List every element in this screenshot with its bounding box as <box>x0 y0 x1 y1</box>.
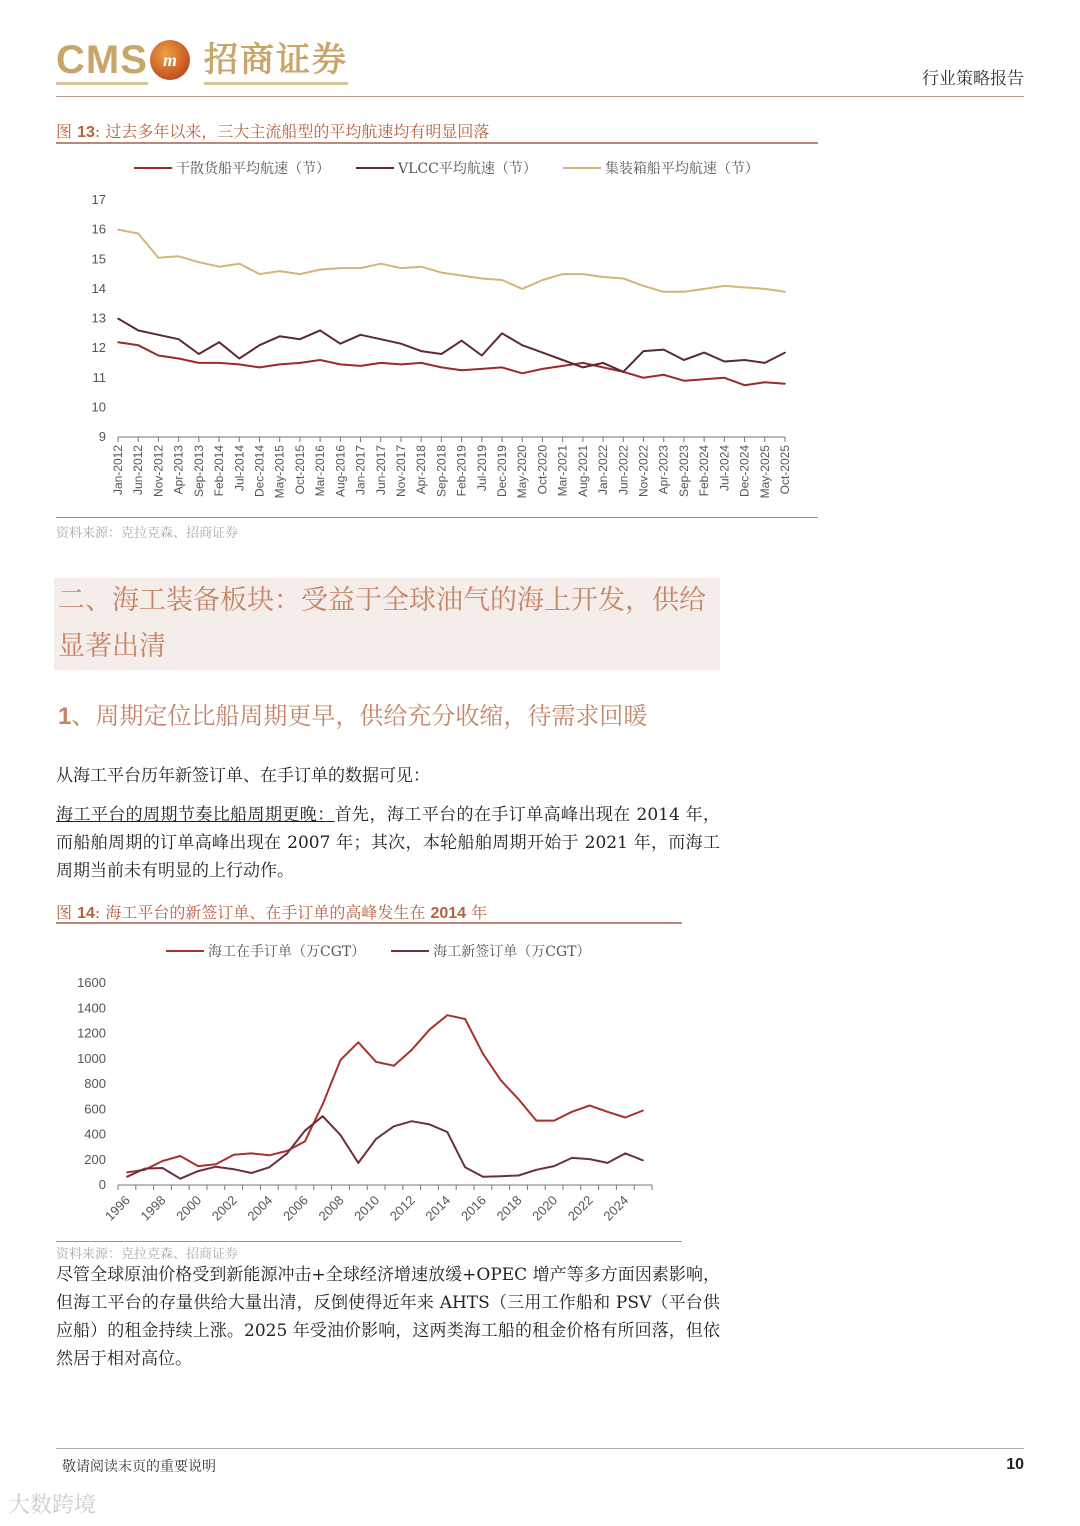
data-point <box>393 1065 395 1067</box>
y-tick-label: 11 <box>92 369 106 385</box>
x-tick-label: Apr-2023 <box>656 445 671 495</box>
data-point <box>784 352 786 354</box>
data-point <box>117 229 119 231</box>
figure-13-caption <box>56 119 489 142</box>
x-tick-label: May-2015 <box>272 445 287 499</box>
data-point <box>703 378 705 380</box>
logo-badge-icon: m <box>150 40 190 80</box>
series-line <box>127 1015 643 1172</box>
data-point <box>380 263 382 265</box>
data-point <box>764 381 766 383</box>
data-point <box>218 341 220 343</box>
data-point <box>411 1120 413 1122</box>
caption-tail: 年 <box>466 903 488 922</box>
figure-14-source: 资料来源：克拉克森、招商证券 <box>56 1247 239 1262</box>
data-point <box>358 1042 360 1044</box>
data-point <box>683 359 685 361</box>
data-point <box>447 1131 449 1133</box>
data-point <box>625 1117 627 1119</box>
data-point <box>607 1162 609 1164</box>
data-point <box>137 344 139 346</box>
x-tick-label: Jun-2017 <box>373 445 388 496</box>
subsection-heading <box>58 696 647 731</box>
footer-note: 敬请阅读末页的重要说明 <box>62 1459 216 1475</box>
x-tick-label: 2022 <box>564 1192 596 1224</box>
data-point <box>286 1153 288 1155</box>
data-point <box>623 278 625 280</box>
data-point <box>441 272 443 274</box>
data-point <box>198 362 200 364</box>
data-point <box>117 341 119 343</box>
y-tick-label: 1400 <box>77 1000 106 1016</box>
y-tick-label: 0 <box>98 1177 106 1192</box>
data-point <box>304 1130 306 1132</box>
legend-item <box>134 158 330 178</box>
series-line <box>118 342 785 385</box>
data-point <box>562 365 564 367</box>
y-tick-label: 1000 <box>77 1050 106 1066</box>
data-point <box>724 361 726 363</box>
x-tick-label: Oct-2025 <box>778 445 792 495</box>
data-point <box>464 1018 466 1020</box>
data-point <box>461 275 463 277</box>
data-point <box>380 362 382 364</box>
x-tick-label: 2012 <box>386 1192 418 1224</box>
data-point <box>482 1176 484 1178</box>
x-tick-label: Jun-2022 <box>616 445 631 496</box>
data-point <box>360 365 362 367</box>
y-tick-label: 800 <box>84 1076 106 1091</box>
data-point <box>215 1166 217 1168</box>
caption-year: 2014 <box>430 905 467 922</box>
data-point <box>400 343 402 345</box>
data-point <box>429 1124 431 1126</box>
data-point <box>589 1158 591 1160</box>
data-point <box>178 255 180 257</box>
caption-divider <box>56 142 818 144</box>
data-point <box>607 1111 609 1113</box>
logo-cn: 招商证券 <box>204 38 348 85</box>
data-point <box>322 1103 324 1105</box>
data-point <box>411 1049 413 1051</box>
data-point <box>744 287 746 289</box>
subsection-number: 1 <box>58 703 72 730</box>
data-point <box>582 362 584 364</box>
data-point <box>269 1167 271 1169</box>
y-tick-label: 14 <box>91 280 106 296</box>
paragraph-intro: 从海工平台历年新签订单、在手订单的数据可见： <box>56 766 430 786</box>
y-tick-label: 17 <box>91 192 106 207</box>
data-point <box>553 1165 555 1167</box>
data-point <box>501 279 503 281</box>
data-point <box>269 1155 271 1157</box>
x-tick-label: Nov-2012 <box>151 445 166 498</box>
chart1-legend <box>134 158 759 178</box>
caption-prefix: 图 <box>56 903 78 922</box>
y-tick-label: 16 <box>91 221 106 237</box>
data-point <box>764 288 766 290</box>
y-tick-label: 10 <box>91 399 106 415</box>
data-point <box>279 335 281 337</box>
data-point <box>238 358 240 360</box>
data-point <box>703 352 705 354</box>
legend-swatch <box>134 167 172 169</box>
data-point <box>724 377 726 379</box>
x-tick-label: 2014 <box>422 1192 454 1224</box>
y-tick-label: 200 <box>84 1151 106 1167</box>
x-tick-label: Mar-2021 <box>555 444 570 497</box>
caption-divider <box>56 922 682 924</box>
legend-swatch <box>356 167 394 169</box>
data-point <box>663 291 665 293</box>
data-point <box>481 355 483 357</box>
data-point <box>447 1014 449 1016</box>
data-point <box>340 343 342 345</box>
data-point <box>744 384 746 386</box>
x-tick-label: Sep-2023 <box>676 445 691 498</box>
data-point <box>259 367 261 369</box>
data-point <box>158 257 160 259</box>
data-point <box>420 362 422 364</box>
data-point <box>536 1120 538 1122</box>
data-point <box>218 362 220 364</box>
data-point <box>542 368 544 370</box>
data-point <box>542 279 544 281</box>
data-point <box>521 288 523 290</box>
y-tick-label: 1200 <box>77 1025 106 1041</box>
data-point <box>304 1141 306 1143</box>
data-point <box>784 291 786 293</box>
x-tick-label: Apr-2018 <box>414 445 429 495</box>
data-point <box>158 334 160 336</box>
x-tick-label: Jan-2022 <box>596 445 611 496</box>
data-point <box>198 261 200 263</box>
paragraph-cycle <box>56 801 720 885</box>
data-point <box>322 1115 324 1117</box>
data-point <box>521 373 523 375</box>
x-tick-label: Feb-2019 <box>454 445 469 497</box>
logo-cms: CMS <box>56 38 148 85</box>
underlined-lead: 海工平台的周期节奏比船周期更晚： <box>56 805 335 825</box>
data-point <box>521 344 523 346</box>
x-tick-label: May-2025 <box>757 445 772 499</box>
data-point <box>602 362 604 364</box>
data-point <box>643 377 645 379</box>
data-point <box>137 233 139 235</box>
x-tick-label: Jul-2014 <box>232 445 247 492</box>
data-point <box>420 350 422 352</box>
legend-label: 干散货船平均航速（节） <box>176 161 330 177</box>
x-tick-label: Mar-2016 <box>313 445 328 497</box>
chart2-legend <box>166 941 590 961</box>
data-point <box>744 359 746 361</box>
data-point <box>238 263 240 265</box>
x-tick-label: Dec-2024 <box>737 445 752 498</box>
legend-item <box>356 158 537 178</box>
x-tick-label: Dec-2019 <box>495 445 510 498</box>
data-point <box>126 1176 128 1178</box>
legend-item <box>391 941 590 961</box>
data-point <box>380 338 382 340</box>
data-point <box>358 1162 360 1164</box>
data-point <box>500 1079 502 1081</box>
data-point <box>299 273 301 275</box>
data-point <box>340 267 342 269</box>
data-point <box>180 1155 182 1157</box>
x-tick-label: Jan-2012 <box>111 445 125 496</box>
legend-swatch <box>563 167 601 169</box>
subsection-text: 、周期定位比船周期更早，供给充分收缩，待需求回暖 <box>71 702 648 730</box>
page-number: 10 <box>1006 1456 1024 1473</box>
data-point <box>420 266 422 268</box>
data-point <box>642 1160 644 1162</box>
x-tick-label: 2002 <box>208 1192 240 1224</box>
caption-number: 14 <box>77 905 95 922</box>
data-point <box>536 1169 538 1171</box>
paragraph-offshore-rent: 尽管全球原油价格受到新能源冲击+全球经济增速放缓+OPEC 增产等多方面因素影响，但海工平台的存量供给大量出清，反倒使得近年来 AHTS（三用工作船和 PSV（平台供应船）的租金持续上涨。2025 年受油价影响，这两类海工船的租金价格有所回落，但依然居于相对高位。 <box>56 1265 720 1369</box>
report-type: 行业策略报告 <box>922 69 1024 89</box>
data-point <box>683 291 685 293</box>
footer-divider <box>56 1448 1024 1449</box>
data-point <box>663 374 665 376</box>
x-tick-label: Aug-2021 <box>575 445 590 498</box>
y-tick-label: 1600 <box>77 975 106 990</box>
legend-label: 海工在手订单（万CGT） <box>208 944 366 960</box>
data-point <box>197 1170 199 1172</box>
data-point <box>238 364 240 366</box>
legend-label: 海工新签订单（万CGT） <box>433 944 591 960</box>
data-point <box>299 362 301 364</box>
data-point <box>643 285 645 287</box>
chart-bottom-divider <box>56 1241 682 1242</box>
data-point <box>625 1153 627 1155</box>
caption-text: : 过去多年以来，三大主流船型的平均航速均有明显回落 <box>94 122 490 141</box>
data-point <box>784 383 786 385</box>
data-point <box>571 1157 573 1159</box>
data-point <box>429 1029 431 1031</box>
legend-swatch <box>166 950 204 952</box>
data-point <box>178 358 180 360</box>
caption-prefix: 图 <box>56 122 78 141</box>
data-point <box>279 270 281 272</box>
data-point <box>643 350 645 352</box>
data-point <box>703 288 705 290</box>
x-tick-label: Sep-2013 <box>191 445 206 498</box>
paragraph-cycle-body: 首先，海工平台的在手订单高峰出现在 2014 年，而船舶周期的订单高峰出现在 2007 年；其次，本轮船舶周期开始于 2021 年，而海工周期当前未有明显的上行动作。 <box>56 805 721 881</box>
data-point <box>126 1172 128 1174</box>
x-tick-label: 2024 <box>600 1192 632 1224</box>
data-point <box>582 273 584 275</box>
data-point <box>340 364 342 366</box>
data-point <box>251 1153 253 1155</box>
data-point <box>464 1167 466 1169</box>
data-point <box>400 364 402 366</box>
data-point <box>518 1098 520 1100</box>
x-tick-label: Nov-2022 <box>636 445 651 498</box>
data-point <box>683 380 685 382</box>
data-point <box>642 1110 644 1112</box>
data-point <box>400 267 402 269</box>
data-point <box>481 368 483 370</box>
y-tick-label: 15 <box>91 251 106 267</box>
data-point <box>482 1053 484 1055</box>
data-point <box>461 340 463 342</box>
data-point <box>589 1105 591 1107</box>
series-line <box>118 230 785 292</box>
y-tick-label: 9 <box>98 429 106 444</box>
x-tick-label: 2000 <box>173 1192 205 1224</box>
x-tick-label: Feb-2014 <box>212 445 227 497</box>
data-point <box>340 1059 342 1061</box>
x-tick-label: 2010 <box>351 1192 383 1224</box>
data-point <box>602 276 604 278</box>
data-point <box>319 330 321 332</box>
data-point <box>764 362 766 364</box>
header-divider <box>56 96 1024 97</box>
data-point <box>542 352 544 354</box>
x-tick-label: Jul-2024 <box>717 445 732 492</box>
data-point <box>180 1178 182 1180</box>
data-point <box>233 1154 235 1156</box>
data-point <box>144 1168 146 1170</box>
x-tick-label: Dec-2014 <box>252 445 267 498</box>
chart-ship-speed <box>56 185 816 515</box>
data-point <box>481 278 483 280</box>
data-point <box>340 1134 342 1136</box>
data-point <box>259 273 261 275</box>
caption-number: 13 <box>77 124 95 141</box>
x-tick-label: Feb-2024 <box>697 445 712 497</box>
x-tick-label: Jul-2019 <box>474 445 489 492</box>
x-tick-label: 2008 <box>315 1192 347 1224</box>
data-point <box>117 318 119 320</box>
data-point <box>279 364 281 366</box>
data-point <box>319 359 321 361</box>
x-tick-label: Oct-2015 <box>292 445 307 495</box>
data-point <box>158 355 160 357</box>
x-tick-label: May-2020 <box>515 445 530 499</box>
data-point <box>360 334 362 336</box>
data-point <box>553 1120 555 1122</box>
x-tick-label: 1996 <box>101 1192 134 1224</box>
x-tick-label: Jun-2012 <box>131 445 146 496</box>
legend-item <box>563 158 759 178</box>
data-point <box>162 1167 164 1169</box>
y-tick-label: 600 <box>84 1101 106 1117</box>
data-point <box>319 269 321 271</box>
x-tick-label: Sep-2018 <box>434 445 449 498</box>
data-point <box>663 349 665 351</box>
y-tick-label: 12 <box>91 340 106 356</box>
data-point <box>501 367 503 369</box>
data-point <box>393 1125 395 1127</box>
x-tick-label: Jan-2017 <box>353 445 368 496</box>
data-point <box>259 344 261 346</box>
x-tick-label: Apr-2013 <box>171 445 186 495</box>
data-point <box>571 1111 573 1113</box>
legend-swatch <box>391 950 429 952</box>
y-tick-label: 400 <box>84 1126 106 1142</box>
watermark: 大数跨境 <box>8 1493 97 1518</box>
data-point <box>562 359 564 361</box>
data-point <box>198 353 200 355</box>
x-tick-label: 1998 <box>137 1192 169 1224</box>
legend-item <box>166 941 365 961</box>
data-point <box>215 1163 217 1165</box>
data-point <box>441 367 443 369</box>
data-point <box>251 1172 253 1174</box>
data-point <box>518 1175 520 1177</box>
data-point <box>375 1061 377 1063</box>
y-tick-label: 13 <box>91 310 106 326</box>
data-point <box>137 330 139 332</box>
data-point <box>162 1160 164 1162</box>
chart-bottom-divider <box>56 517 818 518</box>
x-tick-label: Nov-2017 <box>393 445 408 498</box>
x-tick-label: Aug-2016 <box>333 445 348 498</box>
x-tick-label: 2020 <box>529 1192 561 1224</box>
x-tick-label: 2004 <box>244 1192 276 1224</box>
legend-label: VLCC平均航速（节） <box>398 161 537 177</box>
data-point <box>233 1168 235 1170</box>
x-tick-label: Oct-2020 <box>535 445 550 495</box>
figure-13-source: 资料来源：克拉克森、招商证券 <box>56 526 239 541</box>
data-point <box>724 285 726 287</box>
caption-text: : 海工平台的新签订单、在手订单的高峰发生在 <box>94 903 431 922</box>
series-line <box>127 1116 643 1179</box>
chart-offshore-orders <box>56 970 676 1240</box>
data-point <box>218 266 220 268</box>
x-tick-label: 2006 <box>279 1192 312 1224</box>
data-point <box>360 267 362 269</box>
data-point <box>582 367 584 369</box>
x-tick-label: 2016 <box>457 1192 490 1224</box>
data-point <box>461 370 463 372</box>
data-point <box>197 1165 199 1167</box>
data-point <box>562 273 564 275</box>
data-point <box>501 333 503 335</box>
data-point <box>602 367 604 369</box>
data-point <box>500 1175 502 1177</box>
data-point <box>623 371 625 373</box>
x-tick-label: 2018 <box>493 1192 525 1224</box>
data-point <box>178 338 180 340</box>
data-point <box>299 338 301 340</box>
section-heading: 二、海工装备板块：受益于全球油气的海上开发，供给显著出清 <box>58 585 706 662</box>
figure-14-caption <box>56 900 487 923</box>
data-point <box>375 1138 377 1140</box>
legend-label: 集装箱船平均航速（节） <box>604 161 759 177</box>
data-point <box>441 353 443 355</box>
